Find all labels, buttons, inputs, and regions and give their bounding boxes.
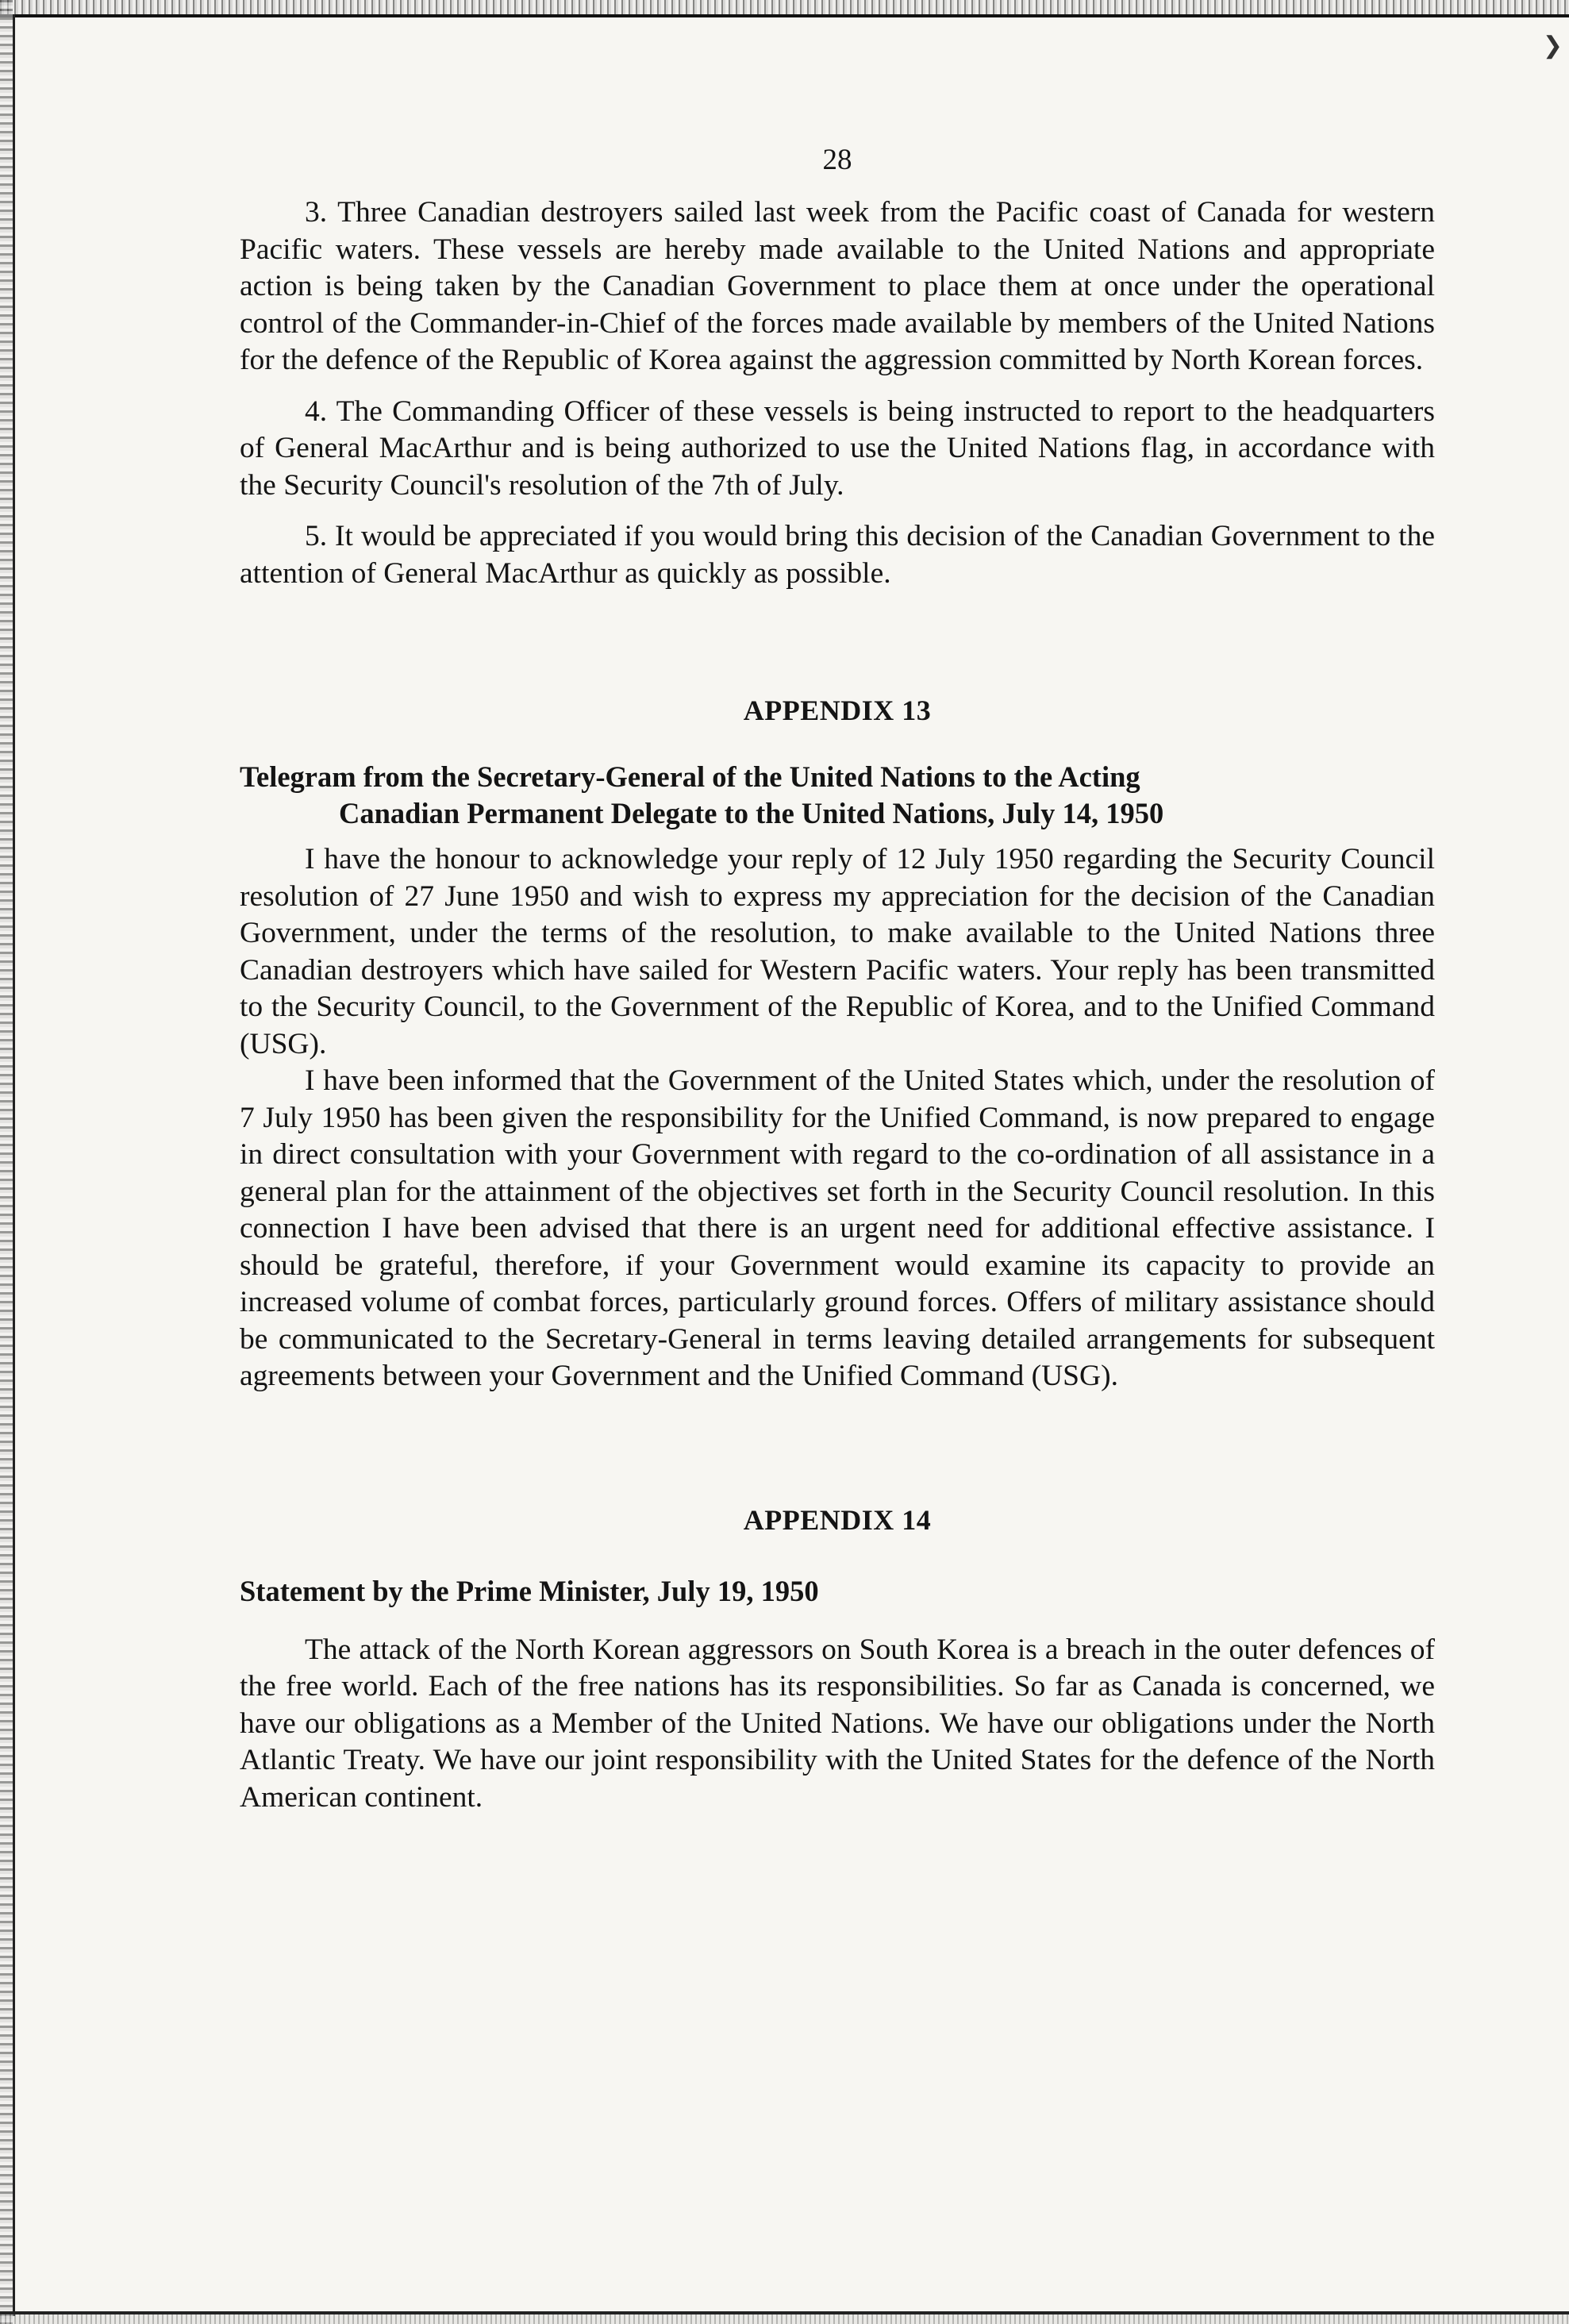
scan-edge-line-top xyxy=(0,14,1569,17)
appendix-13-heading xyxy=(240,759,1435,832)
appendix-13-heading-line-2: Canadian Permanent Delegate to the United Nations, July 14, 1950 xyxy=(339,797,1164,829)
appendix-13-heading-line-1: Telegram from the Secretary-General of the United Nations to the Acting xyxy=(240,760,1140,793)
scan-edge-line-left xyxy=(13,14,15,2316)
appendix-13-title: APPENDIX 13 xyxy=(743,695,932,726)
paragraph-4: 4. The Commanding Officer of these vessels is being instructed to report to the headquarters of General MacArthur and is being authorized to use the United Nations flag, in accordance with the Security Council's resolution of the 7th of July. xyxy=(240,394,1435,502)
paragraph-3: 3. Three Canadian destroyers sailed last week from the Pacific coast of Canada for western Pacific waters. These vessels are hereby made available to the United Nations and appropriate action is being taken by the Canadian Government to place them at once under the operational control of the Commander-in-Chief of the forces made available by members of the United Nations for the defence of the Republic of Korea against the aggression committed by North Korean forces. xyxy=(240,196,1435,376)
appendix-14-heading: Statement by the Prime Minister, July 19, 1950 xyxy=(240,1574,819,1607)
page-number: 28 xyxy=(822,144,852,176)
scan-edge-mark: ❯ xyxy=(1542,33,1563,59)
scan-border-left xyxy=(0,0,13,2324)
document-page xyxy=(240,143,1435,1816)
appendix-14-paragraph: The attack of the North Korean aggressors on South Korea is a breach in the outer defences of the free world. Each of the free nations has its responsibilities. So far as Canada is concerned, we have our obligations as a Member of the United Nations. We have our obligations under the North Atlantic Treaty. We have our joint responsibility with the United States for the defence of the North American continent. xyxy=(240,1633,1435,1814)
scan-border-bottom xyxy=(0,2314,1569,2324)
paragraph-5: 5. It would be appreciated if you would bring this decision of the Canadian Government to the attention of General MacArthur as quickly as possible. xyxy=(240,520,1435,590)
appendix-14-title: APPENDIX 14 xyxy=(743,1503,932,1536)
appendix-13-paragraph: I have been informed that the Government of the United States which, under the resolution of 7 July 1950 has been given the responsibility for the Unified Command, is now prepared to engage in direct consultation with your Government with regard to the co-ordination of all assistance in a general plan for the attainment of the objectives set forth in the Security Council resolution. In this connection I have been advised that there is an urgent need for additional effective assistance. I should be grateful, therefore, if your Government would examine its capacity to provide an increased volume of combat forces, particularly ground forces. Offers of military assistance should be communicated to the Secretary-General in terms leaving detailed arrangements for subsequent agreements between your Government and the Unified Command (USG). xyxy=(240,1064,1435,1392)
appendix-13-paragraph: I have the honour to acknowledge your reply of 12 July 1950 regarding the Security Council resolution of 27 June 1950 and wish to express my appreciation for the decision of the Canadian Government, under the terms of the resolution, to make available to the United Nations three Canadian destroyers which have sailed for Western Pacific waters. Your reply has been transmitted to the Security Council, to the Government of the Republic of Korea, and to the Unified Command (USG). xyxy=(240,843,1435,1060)
